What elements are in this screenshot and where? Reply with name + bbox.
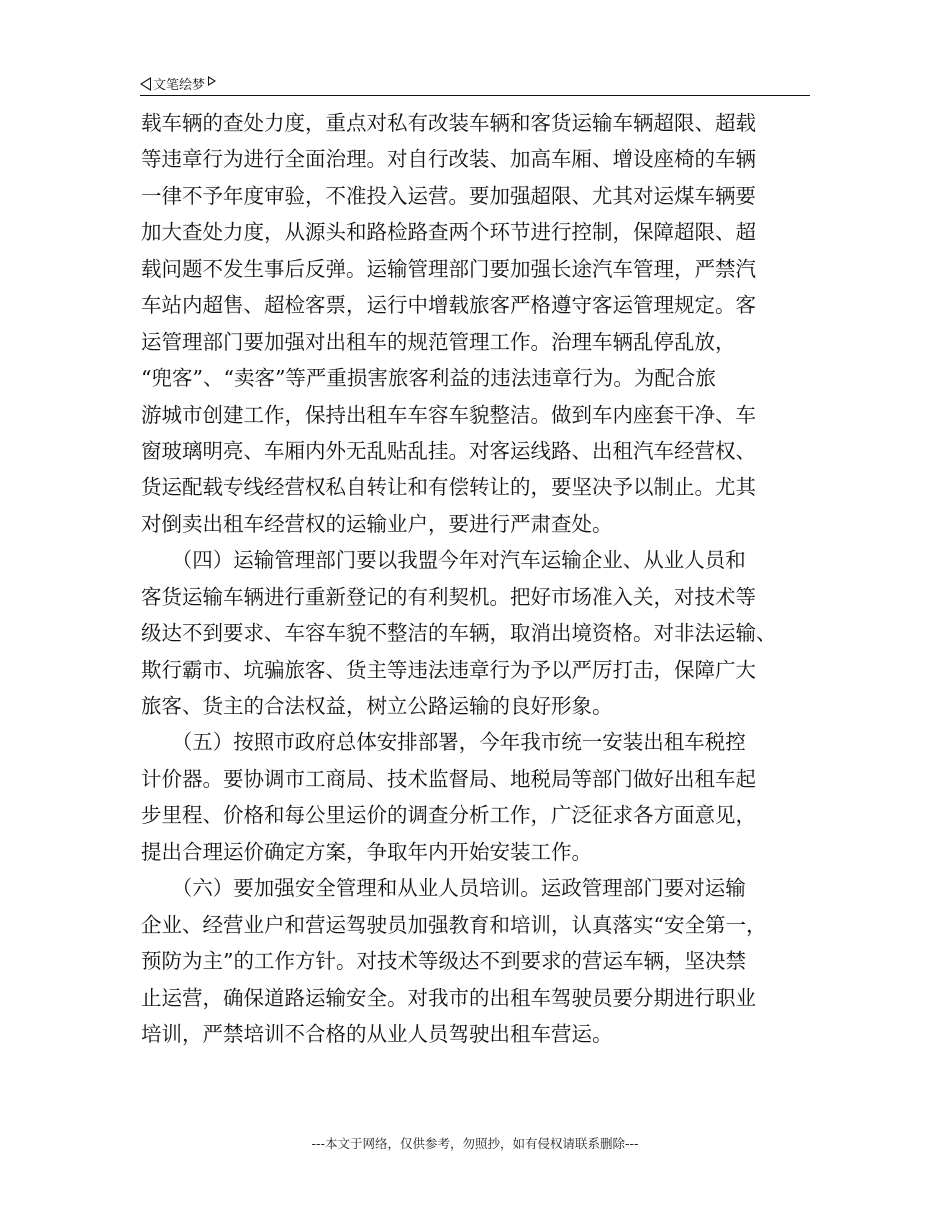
text-line: 货运配载专线经营权私自转让和有偿转让的，要坚决予以制止。尤其 [141,475,756,500]
text-line: 旅客、货主的合法权益，树立公路运输的良好形象。 [141,694,613,718]
text-line: 止运营，确保道路运输安全。对我市的出租车驾驶员要分期进行职业 [141,985,756,1010]
right-triangle-icon [208,76,216,86]
text-line: 欺行霸市、坑骗旅客、货主等违法违章行为予以严厉打击，保障广大 [141,657,756,682]
document-body [141,105,813,1052]
header-title: 文笔绘梦 [153,78,206,93]
text-line: 游城市创建工作，保持出租车车容车貌整洁。做到车内座套干净、车 [141,402,756,427]
page-header [140,74,216,93]
text-line: 车站内超售、超检客票，运行中增载旅客严格遵守客运管理规定。客 [141,293,756,318]
text-line: 提出合理运价确定方案，争取年内开始安装工作。 [141,839,592,864]
header-divider [140,95,810,96]
text-line: 企业、经营业户和营运驾驶员加强教育和培训，认真落实“安全第一， [141,912,767,937]
text-line: 对倒卖出租车经营权的运输业户，要进行严肃查处。 [141,511,613,536]
text-line: 载问题不发生事后反弹。运输管理部门要加强长途汽车管理，严禁汽 [141,256,756,281]
text-line: 等违章行为进行全面治理。对自行改装、加高车厢、增设座椅的车辆 [141,147,756,172]
text-line: 步里程、价格和每公里运价的调查分析工作，广泛征求各方面意见， [141,803,756,828]
text-line: 客货运输车辆进行重新登记的有利契机。把好市场准入关，对技术等 [141,584,756,609]
text-line: （五）按照市政府总体安排部署，今年我市统一安装出租车税控 [141,730,746,755]
text-line: （六）要加强安全管理和从业人员培训。运政管理部门要对运输 [141,876,746,901]
text-line: 培训，严禁培训不合格的从业人员驾驶出租车营运。 [141,1021,613,1046]
text-line: 运管理部门要加强对出租车的规范管理工作。治理车辆乱停乱放， [141,329,736,354]
text-line: （四）运输管理部门要以我盟今年对汽车运输企业、从业人员和 [141,548,746,573]
text-line: 窗玻璃明亮、车厢内外无乱贴乱挂。对客运线路、出租汽车经营权、 [141,438,756,463]
text-line: 一律不予年度审验，不准投入运营。要加强超限、尤其对运煤车辆要 [141,183,756,208]
footer-disclaimer: ---本文于网络，仅供参考，勿照抄，如有侵权请联系删除--- [311,1136,639,1151]
text-line: 加大查处力度，从源头和路检路查两个环节进行控制，保障超限、超 [141,220,756,245]
text-line: 计价器。要协调市工商局、技术监督局、地税局等部门做好出租车起 [141,766,756,791]
text-line: 预防为主”的工作方针。对技术等级达不到要求的营运车辆，坚决禁 [141,949,746,974]
text-line: 级达不到要求、车容车貌不整洁的车辆，取消出境资格。对非法运输、 [141,621,777,646]
text-line: 载车辆的查处力度，重点对私有改装车辆和客货运输车辆超限、超载 [141,111,756,135]
text-line: “兜客”、“卖客”等严重损害旅客利益的违法违章行为。为配合旅 [141,366,716,391]
left-triangle-icon [140,77,151,91]
